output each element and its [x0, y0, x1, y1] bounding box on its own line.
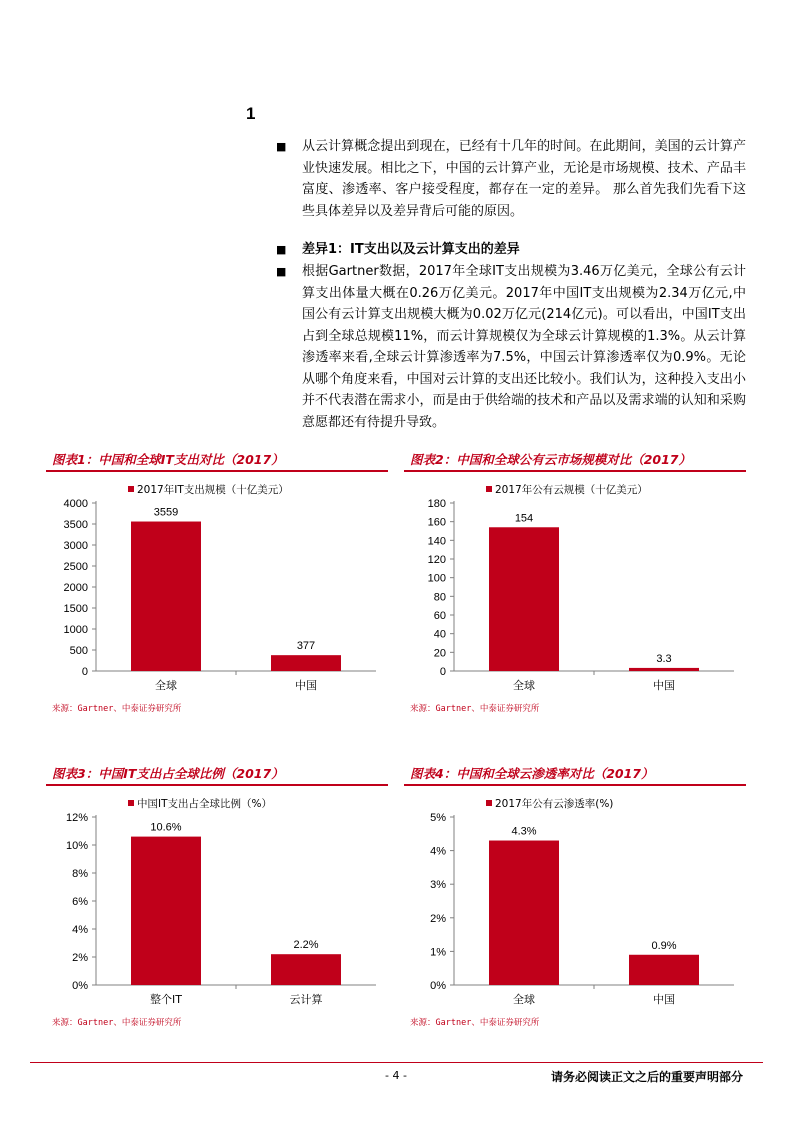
chart-source: 来源：Gartner、中泰证券研究所: [410, 704, 540, 714]
y-tick-label: 0%: [72, 980, 88, 992]
footer-disclaimer: 请务必阅读正文之后的重要声明部分: [550, 1070, 743, 1084]
legend-swatch: [128, 800, 134, 806]
legend-swatch: [486, 486, 492, 492]
y-tick-label: 10%: [65, 840, 88, 852]
y-tick-label: 500: [69, 645, 88, 657]
x-tick-label: 全球: [155, 679, 177, 692]
chart-panel-1: [46, 451, 388, 714]
chart-panel-4: [404, 765, 746, 1028]
y-tick-label: 0%: [430, 980, 446, 992]
bar: [489, 841, 559, 985]
y-tick-label: 20: [433, 647, 446, 660]
y-tick-label: 60: [433, 610, 446, 622]
data-label: 4.3%: [511, 825, 537, 838]
y-tick-label: 5%: [430, 812, 446, 824]
bar: [271, 954, 341, 985]
chart-source: 来源：Gartner、中泰证券研究所: [52, 1018, 182, 1028]
x-tick-label: 全球: [513, 679, 535, 692]
bar: [629, 668, 699, 671]
bar: [131, 837, 201, 985]
page-number: - 4 -: [385, 1069, 407, 1082]
bar: [489, 527, 559, 671]
paragraph-intro: [276, 136, 746, 222]
y-tick-label: 3500: [63, 519, 88, 531]
paragraph-body: [276, 261, 746, 433]
x-tick-label: 整个IT: [150, 993, 182, 1006]
chart-title: 图表4：中国和全球云渗透率对比（2017）: [404, 765, 746, 786]
bar: [131, 522, 201, 671]
legend-label: 2017年公有云规模（十亿美元）: [495, 484, 648, 496]
chart-source: 来源：Gartner、中泰证券研究所: [410, 1018, 540, 1028]
legend-label: 中国IT支出占全球比例（%）: [137, 798, 272, 810]
y-tick-label: 3%: [430, 879, 446, 892]
data-label: 154: [514, 512, 534, 525]
data-label: 2.2%: [293, 939, 319, 952]
subsection-heading: 差异1：IT支出以及云计算支出的差异: [302, 242, 520, 257]
y-tick-label: 3000: [63, 540, 88, 552]
y-tick-label: 2%: [430, 912, 446, 925]
y-tick-label: 40: [433, 628, 446, 641]
bullet: ■: [276, 265, 287, 278]
y-tick-label: 100: [427, 572, 446, 585]
chart-3-svg: [46, 786, 388, 1016]
legend-label: 2017年IT支出规模（十亿美元）: [137, 484, 289, 496]
y-tick-label: 80: [433, 591, 446, 604]
y-tick-label: 6%: [72, 896, 88, 908]
y-tick-label: 1500: [63, 603, 88, 615]
bullet: ■: [276, 243, 287, 256]
y-tick-label: 2000: [63, 582, 88, 594]
chart-title: 图表1：中国和全球IT支出对比（2017）: [46, 451, 388, 472]
chart-4-svg: [404, 786, 746, 1016]
y-tick-label: 1000: [63, 624, 88, 636]
bar: [629, 955, 699, 985]
chart-source: 来源：Gartner、中泰证券研究所: [52, 704, 182, 714]
data-label: 3.3: [656, 652, 672, 665]
y-tick-label: 4000: [63, 498, 88, 510]
y-tick-label: 4%: [430, 845, 446, 858]
legend-swatch: [128, 486, 134, 492]
section-number: 1: [246, 104, 256, 123]
y-tick-label: 160: [427, 516, 446, 529]
data-label: 377: [296, 640, 316, 653]
chart-2-svg: [404, 472, 746, 702]
y-tick-label: 0: [81, 666, 88, 678]
chart-1-svg: [46, 472, 388, 702]
y-tick-label: 2%: [72, 952, 88, 964]
y-tick-label: 120: [427, 554, 446, 566]
x-tick-label: 中国: [653, 679, 675, 692]
data-label: 3559: [153, 506, 179, 519]
bullet: ■: [276, 140, 287, 153]
data-label: 10.6%: [150, 821, 182, 834]
x-tick-label: 中国: [295, 679, 317, 692]
x-tick-label: 中国: [653, 993, 675, 1006]
legend-label: 2017年公有云渗透率(%): [495, 798, 614, 810]
footer-divider: [30, 1062, 763, 1063]
chart-title: 图表3：中国IT支出占全球比例（2017）: [46, 765, 388, 786]
x-tick-label: 云计算: [289, 993, 323, 1006]
y-tick-label: 12%: [65, 812, 88, 824]
paragraph-text: 从云计算概念提出到现在，已经有十几年的时间。在此期间，美国的云计算产业快速发展。相比之下，中国的云计算产业，无论是市场规模、技术、产品丰富度、渗透率、客户接受程度，都存在一定的差异。 那么首先我们先看下这些具体差异以及差异背后可能的原因。: [302, 139, 746, 219]
y-tick-label: 8%: [72, 868, 88, 880]
y-tick-label: 1%: [430, 946, 446, 959]
chart-panel-2: [404, 451, 746, 714]
y-tick-label: 0: [439, 666, 446, 678]
y-tick-label: 4%: [72, 924, 88, 936]
legend-swatch: [486, 800, 492, 806]
chart-panel-3: [46, 765, 388, 1028]
paragraph-heading: [276, 239, 746, 261]
chart-title: 图表2：中国和全球公有云市场规模对比（2017）: [404, 451, 746, 472]
x-tick-label: 全球: [513, 993, 535, 1006]
data-label: 0.9%: [651, 939, 677, 952]
bar: [271, 655, 341, 671]
y-tick-label: 2500: [63, 561, 88, 573]
paragraph-text: 根据Gartner数据，2017年全球IT支出规模为3.46万亿美元，全球公有云计算支出体量大概在0.26万亿美元。2017年中国IT支出规模为2.34万亿元,中国公有云计算支出规模大概为0.02万亿元(214亿元)。可以看出，中国IT支出占到全球总规模11%，而云计算规模仅为全球云计算规模的1.3%。从云计算渗透率来看,全球云计算渗透率为7.5%，中国云计算渗透率仅为0.9%。无论从哪个角度来看，中国对云计算的支出还比较小。我们认为，这种投入支出小并不代表潜在需求小，而是由于供给端的技术和产品以及需求端的认知和采购意愿都还有待提升导致。: [302, 264, 746, 430]
y-tick-label: 140: [427, 535, 446, 548]
y-tick-label: 180: [427, 498, 446, 510]
